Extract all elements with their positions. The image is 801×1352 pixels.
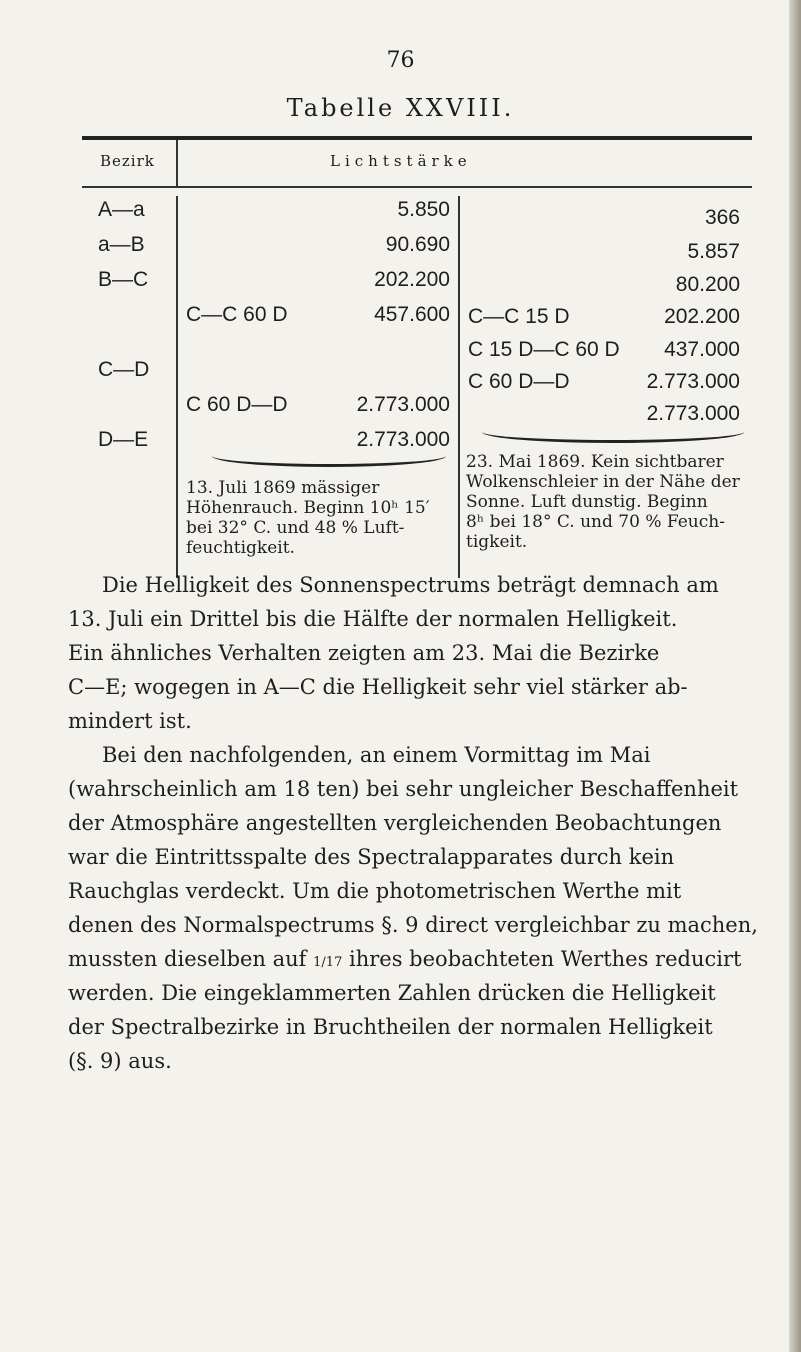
- block-divider: [458, 196, 460, 578]
- fraction-line-before: mussten dieselben auf: [68, 947, 314, 971]
- header-lichtstaerke: Lichtstärke: [330, 152, 472, 170]
- paragraph-line-with-fraction: [68, 942, 741, 980]
- right-range-label: C 60 D—D: [468, 370, 570, 393]
- paragraph-line: Rauchglas verdeckt. Um die photometrischen Werthe mit: [68, 879, 682, 903]
- right-note-line: 23. Mai 1869. Kein sichtbarer: [466, 452, 724, 472]
- bezirk-cell: B—C: [98, 268, 149, 291]
- right-value: 2.773.000: [646, 370, 740, 393]
- bezirk-cell: D—E: [98, 428, 149, 451]
- bezirk-divider: [176, 196, 178, 578]
- right-brace: [482, 432, 744, 443]
- right-range-label: C 15 D—C 60 D: [468, 338, 620, 361]
- left-value: 2.773.000: [356, 393, 450, 416]
- bezirk-cell: C—D: [98, 358, 150, 381]
- left-note-line: 13. Juli 1869 mässiger: [186, 478, 380, 498]
- page-number: 76: [386, 48, 415, 73]
- right-note-line: Sonne. Luft dunstig. Beginn: [466, 492, 708, 512]
- left-note-line: feuchtigkeit.: [186, 538, 295, 558]
- left-range-label: C—C 60 D: [186, 303, 288, 326]
- paragraph-line: der Spectralbezirke in Bruchtheilen der normalen Helligkeit: [68, 1015, 713, 1039]
- paragraph-line: mindert ist.: [68, 709, 192, 733]
- paragraph-line: C—E; wogegen in A—C die Helligkeit sehr viel stärker ab-: [68, 675, 688, 699]
- left-value: 2.773.000: [356, 428, 450, 451]
- right-value: 5.857: [687, 240, 740, 263]
- header-divider: [176, 140, 178, 188]
- left-range-label: C 60 D—D: [186, 393, 288, 416]
- right-value: 202.200: [664, 305, 740, 328]
- right-note-line: Wolkenschleier in der Nähe der: [466, 472, 740, 492]
- fraction: 1/17: [313, 955, 343, 970]
- paragraph-line: denen des Normalspectrums §. 9 direct vergleichbar zu machen,: [68, 913, 758, 937]
- paragraph-line: (§. 9) aus.: [68, 1049, 172, 1073]
- left-note-line: bei 32° C. und 48 % Luft-: [186, 518, 405, 538]
- paragraph-line: 13. Juli ein Drittel bis die Hälfte der normalen Helligkeit.: [68, 607, 678, 631]
- left-value: 90.690: [385, 233, 450, 256]
- header-bezirk: Bezirk: [100, 152, 155, 170]
- right-value: 366: [704, 206, 740, 229]
- table-top-rule: [82, 136, 752, 140]
- right-range-label: C—C 15 D: [468, 305, 570, 328]
- table-title: Tabelle XXVIII.: [286, 94, 515, 122]
- paragraph-line: Die Helligkeit des Sonnenspectrums beträgt demnach am: [102, 573, 719, 597]
- right-note-line: tigkeit.: [466, 532, 528, 552]
- left-brace: [212, 456, 446, 467]
- table-header-rule: [82, 186, 752, 188]
- right-value: 80.200: [675, 273, 740, 296]
- bezirk-cell: a—B: [98, 233, 145, 256]
- left-value: 457.600: [374, 303, 450, 326]
- right-note-line: 8ʰ bei 18° C. und 70 % Feuch-: [466, 512, 725, 532]
- right-value: 2.773.000: [646, 402, 740, 425]
- paragraph-line: werden. Die eingeklammerten Zahlen drücken die Helligkeit: [68, 981, 716, 1005]
- paragraph-line: der Atmosphäre angestellten vergleichenden Beobachtungen: [68, 811, 722, 835]
- paragraph-line: Bei den nachfolgenden, an einem Vormittag im Mai: [102, 743, 651, 767]
- paragraph-line: Ein ähnliches Verhalten zeigten am 23. Mai die Bezirke: [68, 641, 660, 665]
- paragraph-line: war die Eintrittsspalte des Spectralapparates durch kein: [68, 845, 675, 869]
- bezirk-cell: A—a: [98, 198, 145, 221]
- fraction-line-after: ihres beobachteten Werthes reducirt: [342, 947, 742, 971]
- left-note-line: Höhenrauch. Beginn 10ʰ 15′: [186, 498, 430, 518]
- left-value: 5.850: [397, 198, 450, 221]
- paragraph-line: (wahrscheinlich am 18 ten) bei sehr ungleicher Beschaffenheit: [68, 777, 739, 801]
- right-value: 437.000: [664, 338, 740, 361]
- page-edge-shadow: [789, 0, 801, 1352]
- left-value: 202.200: [374, 268, 450, 291]
